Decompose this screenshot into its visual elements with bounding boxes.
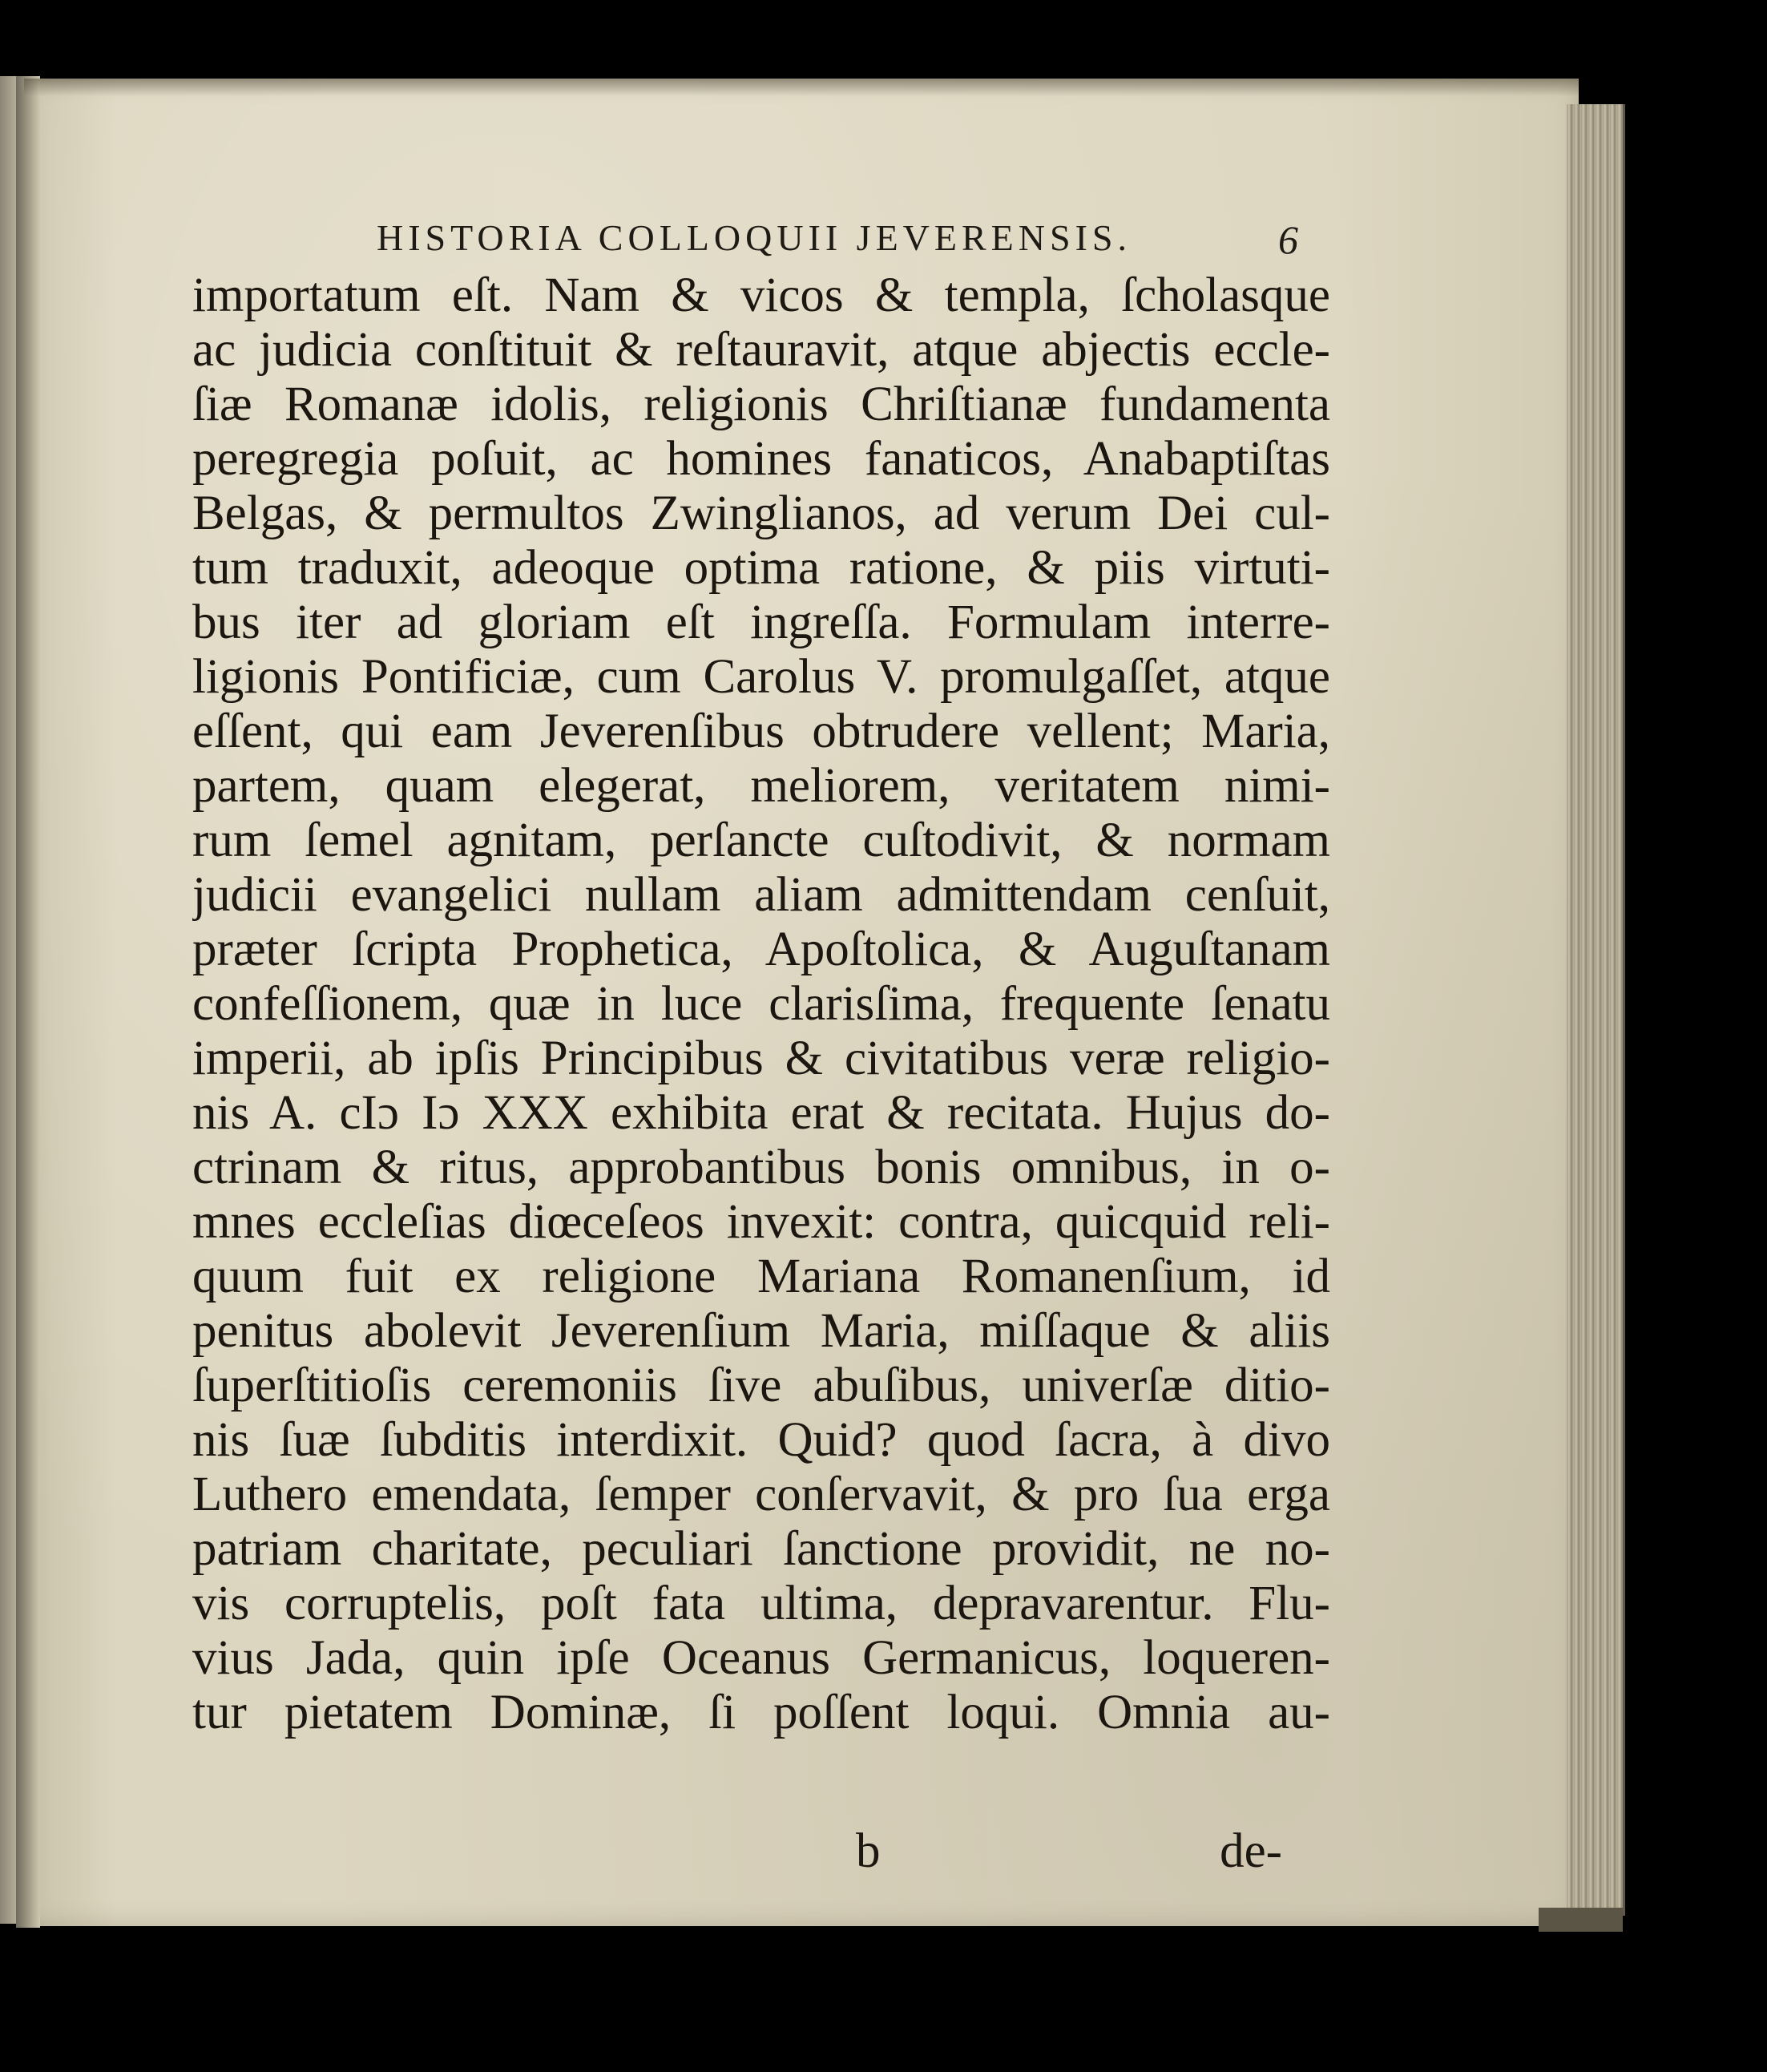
running-title: HISTORIA COLLOQUII JEVERENSIS. <box>377 217 1132 258</box>
text-line: ac judicia conſtituit & reſtauravit, atque abjectis eccle- <box>192 323 1330 377</box>
page-footer <box>833 1824 1282 1944</box>
book-gutter <box>16 76 40 1928</box>
text-line: penitus abolevit Jeverenſium Maria, miſſaque & aliis <box>192 1304 1330 1358</box>
text-line: nis ſuæ ſubditis interdixit. Quid? quod ſacra, à divo <box>192 1413 1330 1467</box>
running-head <box>377 216 1298 265</box>
binding-corner <box>1539 1908 1623 1932</box>
text-line: imperii, ab ipſis Principibus & civitatibus veræ religio- <box>192 1032 1330 1085</box>
text-line: bus iter ad gloriam eſt ingreſſa. Formulam interre- <box>192 596 1330 649</box>
text-line: vis corruptelis, poſt fata ultima, depravarentur. Flu- <box>192 1577 1330 1630</box>
text-line: Belgas, & permultos Zwinglianos, ad verum Dei cul- <box>192 487 1330 540</box>
page-top-shadow <box>24 79 1579 96</box>
text-line: rum ſemel agnitam, perſancte cuſtodivit, & normam <box>192 814 1330 867</box>
text-line: ſuperſtitioſis ceremoniis ſive abuſibus, univerſæ ditio- <box>192 1359 1330 1412</box>
text-line: confeſſionem, quæ in luce clarisſima, frequente ſenatu <box>192 977 1330 1031</box>
text-line: mnes eccleſias diœceſeos invexit: contra, quicquid reli- <box>192 1195 1330 1249</box>
page-fore-edge <box>1567 104 1625 1916</box>
text-line: peregregia poſuit, ac homines fanaticos, Anabaptiſtas <box>192 432 1330 486</box>
text-line: tum traduxit, adeoque optima ratione, & piis virtuti- <box>192 541 1330 595</box>
text-line: ligionis Pontificiæ, cum Carolus V. promulgaſſet, atque <box>192 650 1330 704</box>
body-text <box>192 269 1330 1740</box>
text-line: partem, quam elegerat, meliorem, veritatem nimi- <box>192 759 1330 813</box>
text-line: patriam charitate, peculiari ſanctione providit, ne no- <box>192 1522 1330 1576</box>
page-number: 6 <box>1278 217 1298 262</box>
text-line: nis A. cIɔ Iɔ XXX exhibita erat & recitata. Hujus do- <box>192 1086 1330 1140</box>
text-line: ſiæ Romanæ idolis, religionis Chriſtianæ fundamenta <box>192 378 1330 431</box>
text-line: importatum eſt. Nam & vicos & templa, ſcholasque <box>192 269 1330 322</box>
text-line: præter ſcripta Prophetica, Apoſtolica, & Auguſtanam <box>192 923 1330 976</box>
signature-mark: b <box>856 1824 881 1878</box>
text-line: tur pietatem Dominæ, ſi poſſent loqui. Omnia au- <box>192 1686 1330 1739</box>
text-line: eſſent, qui eam Jeverenſibus obtrudere vellent; Maria, <box>192 705 1330 758</box>
text-line: vius Jada, quin ipſe Oceanus Germanicus, loqueren- <box>192 1631 1330 1685</box>
text-line: judicii evangelici nullam aliam admittendam cenſuit, <box>192 868 1330 922</box>
text-line: quum fuit ex religione Mariana Romanenſium, id <box>192 1250 1330 1303</box>
text-line: ctrinam & ritus, approbantibus bonis omnibus, in o- <box>192 1141 1330 1194</box>
text-line: Luthero emendata, ſemper conſervavit, & pro ſua erga <box>192 1468 1330 1521</box>
catchword: de- <box>1220 1824 1282 1878</box>
